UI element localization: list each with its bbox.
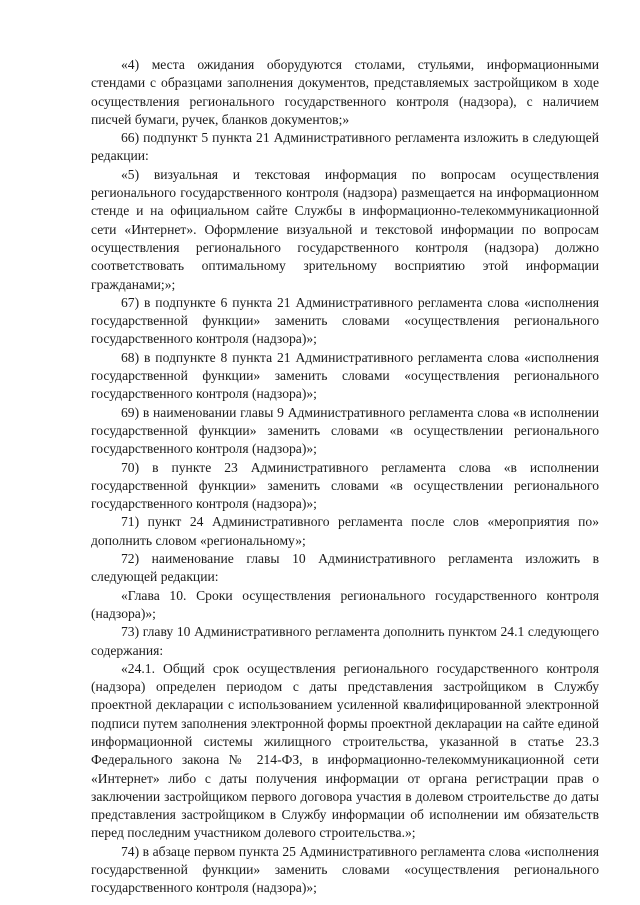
- paragraph-66: 66) подпункт 5 пункта 21 Административного регламента изложить в следующей редакции:: [91, 130, 599, 164]
- paragraph-74: 74) в абзаце первом пункта 25 Административного регламента слова «исполнения государственной функции» заменить словами «осуществления регионального государственного контроля (надзора)»;: [91, 843, 599, 896]
- paragraph-70: 70) в пункте 23 Административного регламента слова «в исполнении государственной функции» заменить словами «в осуществлении регионального государственного контроля (надзора)»;: [91, 459, 599, 512]
- paragraph-68: 68) в подпункте 8 пункта 21 Административного регламента слова «исполнения государственной функции» заменить словами «осуществления регионального государственного контроля (надзора)»;: [91, 349, 599, 402]
- paragraph-69: 69) в наименовании главы 9 Административного регламента слова «в исполнении государственной функции» заменить словами «в осуществлении регионального государственного контроля (надзора)»;: [91, 404, 599, 457]
- document-page: [91, 56, 599, 898]
- paragraph-chapter-10: «Глава 10. Сроки осуществления регионального государственного контроля (надзора)»;: [91, 587, 599, 621]
- paragraph-71: 71) пункт 24 Административного регламента после слов «мероприятия по» дополнить словом «региональному»;: [91, 514, 599, 548]
- paragraph-67: 67) в подпункте 6 пункта 21 Административного регламента слова «исполнения государственной функции» заменить словами «осуществления регионального государственного контроля (надзора)»;: [91, 294, 599, 347]
- paragraph-73: 73) главу 10 Административного регламента дополнить пунктом 24.1 следующего содержания:: [91, 624, 599, 658]
- paragraph-item-5: «5) визуальная и текстовая информация по вопросам осуществления регионального государственного контроля (надзора) размещается на информационном стенде и на официальном сайте Службы в информационно-телекоммуникационной сети «Интернет». Оформление визуальной и текстовой информации по вопросам осуществления регионального государственного контроля (надзора) должно соответствовать оптимальному зрительному восприятию этой информации гражданами;»;: [91, 166, 599, 292]
- paragraph-item-4: «4) места ожидания оборудуются столами, стульями, информационными стендами с образцами заполнения документов, представляемых застройщиком в ходе осуществления регионального государственного контроля (надзора), с наличием писчей бумаги, ручек, бланков документов;»: [91, 57, 599, 127]
- paragraph-72: 72) наименование главы 10 Административного регламента изложить в следующей редакции:: [91, 551, 599, 585]
- paragraph-item-24-1: «24.1. Общий срок осуществления регионального государственного контроля (надзора) определен периодом с даты представления застройщиком в Службу проектной декларации с использованием усиленной квалифицированной электронной подписи путем заполнения электронной формы проектной декларации на сайте единой информационной системы жилищного строительства, указанной в статье 23.3 Федерального закона № 214-ФЗ, в информационно-телекоммуникационной сети «Интернет» либо с даты получения информации от органа регистрации прав о заключении застройщиком первого договора участия в долевом строительстве до даты представления застройщиком в Службу информации об исполнении им обязательств перед последним участником долевого строительства.»;: [91, 660, 599, 841]
